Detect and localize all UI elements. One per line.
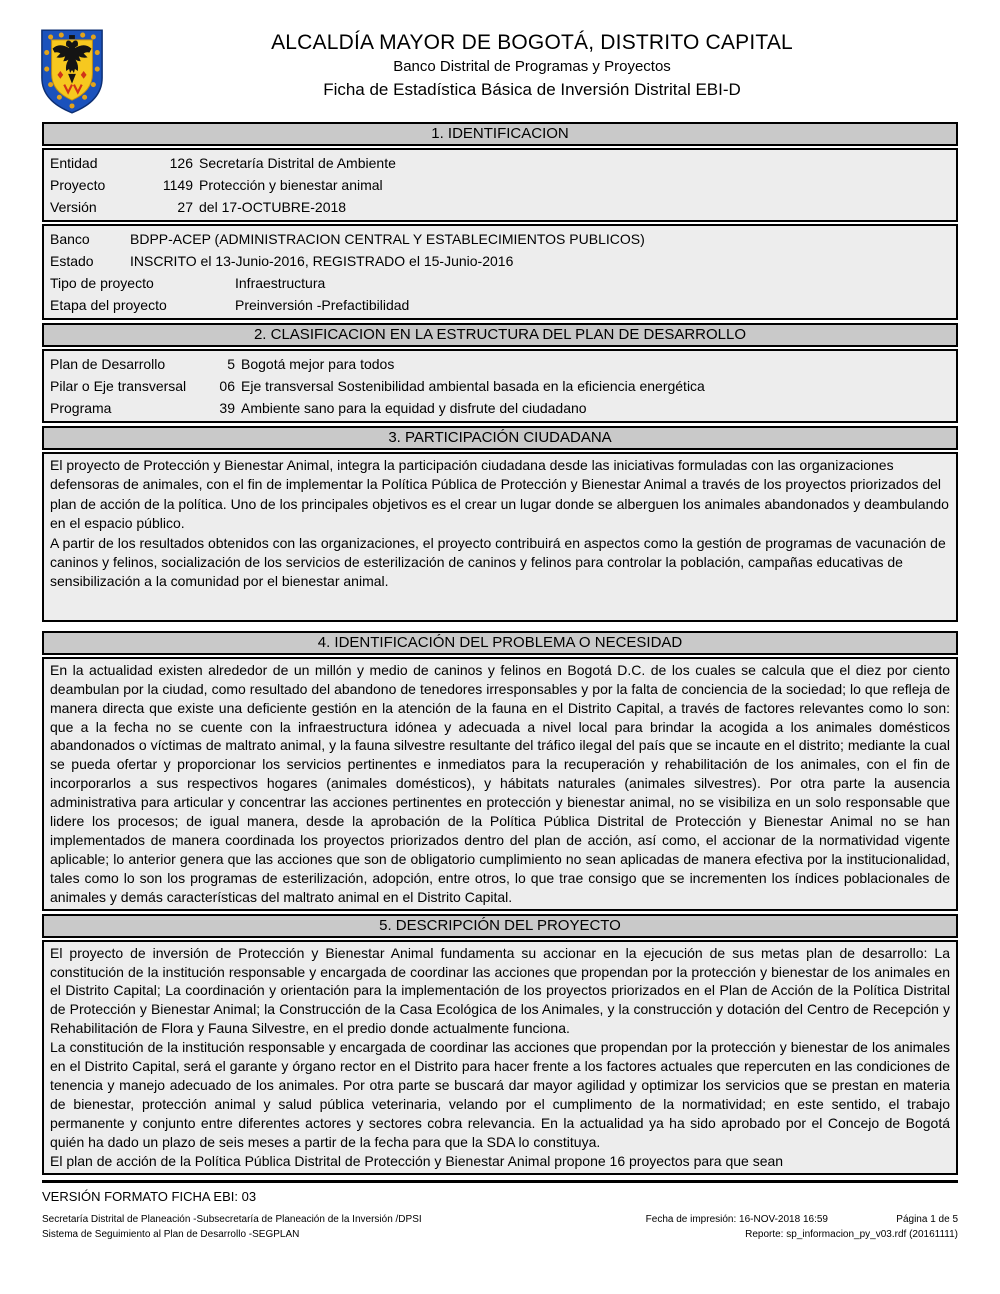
field-value: Infraestructura xyxy=(235,275,326,291)
field-label: Estado xyxy=(50,253,94,269)
field-number: 1149 xyxy=(162,177,193,193)
section-title: 1. IDENTIFICACION xyxy=(431,125,569,142)
field-value: Eje transversal Sostenibilidad ambiental basada en la eficiencia energética xyxy=(241,378,705,394)
descripcion-box xyxy=(42,940,958,1175)
field-label: Pilar o Eje transversal xyxy=(50,378,187,394)
footer-print-date: Fecha de impresión: 16-NOV-2018 16:59 xyxy=(645,1213,828,1225)
paragraph: El proyecto de inversión de Protección y Bienestar Animal fundamenta su accionar en la ejecución de sus metas plan de desarrollo: La constitución de la institución responsable y encargada de coordinar las acciones que propendan por la protección y bienestar de los animales en el Distrito Capital; La coordinación y orientación para la implementación de los proyectos priorizados en el Plan de Acción de la Política Distrital de Protección y Bienestar Animal; la Construcción de la Casa Ecológica de los Animales, y la construcción y dotación del Centro de Recepción y Rehabilitación de Flora y Fauna Silvestre, en el predio donde actualmente funciona. xyxy=(50,944,950,1037)
field-label: Etapa del proyecto xyxy=(50,297,167,313)
identificacion-box-1 xyxy=(42,148,958,222)
field-number: 126 xyxy=(169,155,193,171)
field-label: Banco xyxy=(50,231,90,247)
problema-box xyxy=(42,657,958,911)
field-label: Entidad xyxy=(50,155,98,171)
footer-org-line: Secretaría Distrital de Planeación -Subsecretaría de Planeación de la Inversión /DPSI xyxy=(42,1213,422,1225)
coat-of-arms-icon xyxy=(38,26,106,116)
identificacion-box-2 xyxy=(42,224,958,320)
paragraph: En la actualidad existen alrededor de un millón y medio de caninos y felinos en Bogotá D.C. de los cuales se calcula que el diez por ciento deambulan por la ciudad, como resultado del abandono de tenedores irresponsables y por la falta de conciencia de la sociedad; lo que refleja de manera directa que existe una deficiente gestión en la atención de la fauna en el Distrito Capital, a través de factores relevantes como lo son: que a la fecha no se cuente con la infraestructura idónea y adecuada a nivel local para brindar la acogida a los animales domésticos abandonados o víctimas de maltrato animal, y la fauna silvestre resultante del tráfico ilegal del país que se incaute en el distrito; mediante la cual se pueda ofertar y proporcionar los servicios pertinentes e inmediatos para la recuperación y rehabilitación de los animales, con el fin de incorporarlos a sus respectivos hogares (animales domésticos), y hábitats naturales (animales silvestres). Por otra parte la ausencia administrativa para articular y concentrar las acciones pertinentes en protección y bienestar animal, no se visibiliza en un solo responsable que lidere los procesos; de igual manera, desde la aprobación de la Política Pública Distrital de Protección y Bienestar Animal no se han implementados de manera coordinada los proyectos priorizados dentro del plan de acción, así como, el accionar de la normatividad vigente aplicable; lo anterior genera que las acciones que son de obligatorio cumplimiento no sean aplicadas de manera efectiva por la institucionalidad, tales como lo son los programas de esterilización, adopción, entre otros, lo que trae consigo que se incrementen los índices poblacionales de animales y demás características del maltrato animal en el Distrito Capital. xyxy=(50,661,950,905)
field-label: Tipo de proyecto xyxy=(50,275,154,291)
field-value: del 17-OCTUBRE-2018 xyxy=(199,199,347,215)
field-row-version xyxy=(50,196,950,218)
section-bar-clasificacion xyxy=(42,323,958,347)
clasificacion-box xyxy=(42,349,958,423)
field-row-proyecto xyxy=(50,174,950,196)
field-number: 06 xyxy=(219,378,235,394)
field-label: Proyecto xyxy=(50,177,106,193)
field-row-banco xyxy=(50,228,950,250)
field-label: Programa xyxy=(50,400,112,416)
footer-report: Reporte: sp_informacion_py_v03.rdf (20161111) xyxy=(745,1228,958,1240)
field-row-estado xyxy=(50,250,950,272)
section-bar-descripcion xyxy=(42,914,958,938)
field-value: Preinversión -Prefactibilidad xyxy=(235,297,410,313)
field-row-tipo-proyecto xyxy=(50,272,950,294)
header-doc-title: Ficha de Estadística Básica de Inversión Distrital EBI-D xyxy=(323,80,741,99)
field-value: BDPP-ACEP (ADMINISTRACION CENTRAL Y ESTABLECIMIENTOS PUBLICOS) xyxy=(130,231,645,247)
document-header xyxy=(42,0,958,119)
field-label: Plan de Desarrollo xyxy=(50,356,166,372)
field-number: 27 xyxy=(177,199,193,215)
section-bar-identificacion xyxy=(42,122,958,146)
field-row-entidad xyxy=(50,152,950,174)
bogota-coat-of-arms-logo xyxy=(38,26,106,116)
footer-row-2 xyxy=(42,1227,958,1242)
field-row-plan-desarrollo xyxy=(50,353,950,375)
footer-org-line: Sistema de Seguimiento al Plan de Desarrollo -SEGPLAN xyxy=(42,1228,300,1240)
field-row-programa xyxy=(50,397,950,419)
footer-row-1 xyxy=(42,1212,958,1227)
header-titles xyxy=(106,26,958,102)
header-subtitle: Banco Distrital de Programas y Proyectos xyxy=(393,58,671,75)
field-value: Protección y bienestar animal xyxy=(199,177,383,193)
paragraph: La constitución de la institución responsable y encargada de coordinar las acciones que propendan por la protección y bienestar de los animales en el Distrito Capital, será el garante y órgano rector en el Distrito para hacer frente a los factores actuales que repercuten en las condiciones de tenencia y manejo adecuado de los animales. Por otra parte se buscará dar mayor agilidad y optimizar los servicios que se prestan en materia de bienestar, protección animal y salud pública veterinaria, velando por el cumplimento de la normatividad; en este sentido, el trabajo permanente y conjunto entre diferentes actores y sectores cobra relevancia. En la actualidad ya ha sido aprobado por el Concejo de Bogotá quién ha dado un plazo de seis meses a partir de la fecha para que la SDA lo constituya. xyxy=(50,1039,950,1150)
field-row-pilar-eje xyxy=(50,375,950,397)
section-bar-problema xyxy=(42,631,958,655)
participacion-box xyxy=(42,452,958,622)
section-bar-participacion xyxy=(42,426,958,450)
field-value: INSCRITO el 13-Junio-2016, REGISTRADO el 15-Junio-2016 xyxy=(130,253,514,269)
field-number: 5 xyxy=(227,356,235,372)
field-value: Ambiente sano para la equidad y disfrute del ciudadano xyxy=(241,400,587,416)
footer-version: VERSIÓN FORMATO FICHA EBI: 03 xyxy=(42,1188,257,1204)
field-number: 39 xyxy=(219,400,235,416)
section-title: 3. PARTICIPACIÓN CIUDADANA xyxy=(388,429,612,446)
field-value: Bogotá mejor para todos xyxy=(241,356,395,372)
field-value: Secretaría Distrital de Ambiente xyxy=(199,155,396,171)
paragraph: El plan de acción de la Política Pública Distrital de Protección y Bienestar Animal propone 16 proyectos para que sean xyxy=(50,1152,784,1169)
section-title: 4. IDENTIFICACIÓN DEL PROBLEMA O NECESIDAD xyxy=(317,633,683,651)
field-label: Versión xyxy=(50,199,97,215)
footer-divider xyxy=(42,1180,958,1183)
section-title: 2. CLASIFICACION EN LA ESTRUCTURA DEL PLAN DE DESARROLLO xyxy=(253,326,747,343)
paragraph: El proyecto de Protección y Bienestar Animal, integra la participación ciudadana desde las iniciativas formuladas con las organizaciones defensoras de animales, con el fin de implementar la Política Pública de Protección y Bienestar Animal a través de los proyectos priorizados del plan de acción de la política. Uno de los principales objetivos es el crear un lugar donde se alberguen los animales abandonados y deambulando en el espacio público. xyxy=(50,457,949,532)
section-title: 5. DESCRIPCIÓN DEL PROYECTO xyxy=(379,916,621,934)
footer-page-number: Página 1 de 5 xyxy=(896,1213,958,1225)
field-row-etapa-proyecto xyxy=(50,294,950,316)
header-title: ALCALDÍA MAYOR DE BOGOTÁ, DISTRITO CAPITAL xyxy=(271,31,793,54)
paragraph: A partir de los resultados obtenidos con las organizaciones, el proyecto contribuirá en aspectos como la gestión de programas de vacunación de caninos y felinos, socialización de los servicios de esterilización de caninos y felinos para controlar la población, campañas educativas de sensibilización a la comunidad por el bienestar animal. xyxy=(50,534,946,590)
